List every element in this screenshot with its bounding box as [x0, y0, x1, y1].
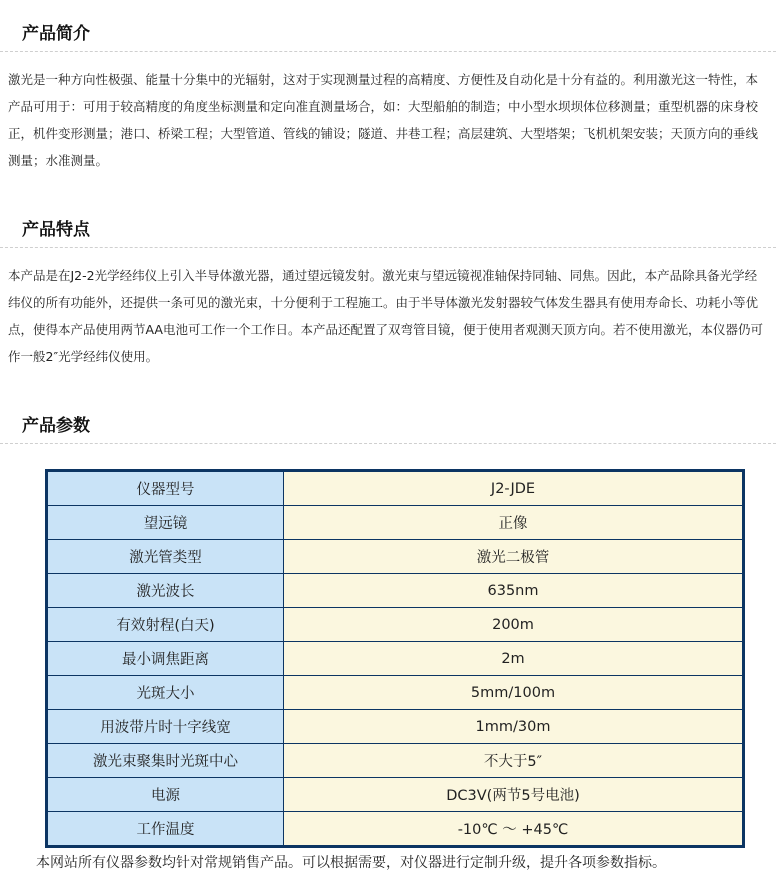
param-value: J2-JDE [284, 471, 744, 506]
param-value: 635nm [284, 574, 744, 608]
table-row [47, 506, 744, 540]
param-name: 望远镜 [47, 506, 284, 540]
param-name: 电源 [47, 778, 284, 812]
table-row [47, 540, 744, 574]
features-title: 产品特点 [0, 218, 776, 248]
params-table [45, 469, 745, 848]
param-name: 用波带片时十字线宽 [47, 710, 284, 744]
param-name: 激光波长 [47, 574, 284, 608]
param-value: 正像 [284, 506, 744, 540]
param-value: -10℃ ～ +45℃ [284, 812, 744, 847]
table-row [47, 778, 744, 812]
table-row [47, 744, 744, 778]
param-value: 2m [284, 642, 744, 676]
customization-note: 本网站所有仪器参数均针对常规销售产品。可以根据需要，对仪器进行定制升级，提升各项参数指标。 [36, 855, 666, 871]
intro-title: 产品简介 [0, 22, 776, 52]
param-value: DC3V(两节5号电池) [284, 778, 744, 812]
param-name: 激光管类型 [47, 540, 284, 574]
params-section [0, 414, 776, 444]
param-name: 激光束聚集时光斑中心 [47, 744, 284, 778]
param-name: 光斑大小 [47, 676, 284, 710]
intro-section [0, 22, 776, 174]
param-value: 1mm/30m [284, 710, 744, 744]
param-value: 200m [284, 608, 744, 642]
features-text: 本产品是在J2-2光学经纬仪上引入半导体激光器，通过望远镜发射。激光束与望远镜视准轴保持同轴、同焦。因此，本产品除具备光学经纬仪的所有功能外，还提供一条可见的激光束，十分便利于工程施工。由于半导体激光发射器较气体发生器具有使用寿命长、功耗小等优点，使得本产品使用两节AA电池可工作一个工作日。本产品还配置了双弯管目镜，便于使用者观测天顶方向。若不使用激光，本仪器仍可作一般2″光学经纬仪使用。 [8, 268, 763, 364]
param-name: 工作温度 [47, 812, 284, 847]
table-row [47, 574, 744, 608]
table-row [47, 710, 744, 744]
param-value: 5mm/100m [284, 676, 744, 710]
features-section [0, 218, 776, 370]
params-title: 产品参数 [0, 414, 776, 444]
intro-text: 激光是一种方向性极强、能量十分集中的光辐射，这对于实现测量过程的高精度、方便性及自动化是十分有益的。利用激光这一特性，本产品可用于：可用于较高精度的角度坐标测量和定向准直测量场合，如：大型船舶的制造；中小型水坝坝体位移测量；重型机器的床身校正，机件变形测量；港口、桥梁工程；大型管道、管线的铺设；隧道、井巷工程；高层建筑、大型塔架；飞机机架安装；天顶方向的垂线测量；水准测量。 [8, 72, 759, 168]
param-value: 激光二极管 [284, 540, 744, 574]
param-name: 仪器型号 [47, 471, 284, 506]
param-name: 有效射程(白天) [47, 608, 284, 642]
param-value: 不大于5″ [284, 744, 744, 778]
table-row [47, 642, 744, 676]
table-row [47, 608, 744, 642]
param-name: 最小调焦距离 [47, 642, 284, 676]
table-row [47, 471, 744, 506]
table-row [47, 676, 744, 710]
table-row [47, 812, 744, 847]
